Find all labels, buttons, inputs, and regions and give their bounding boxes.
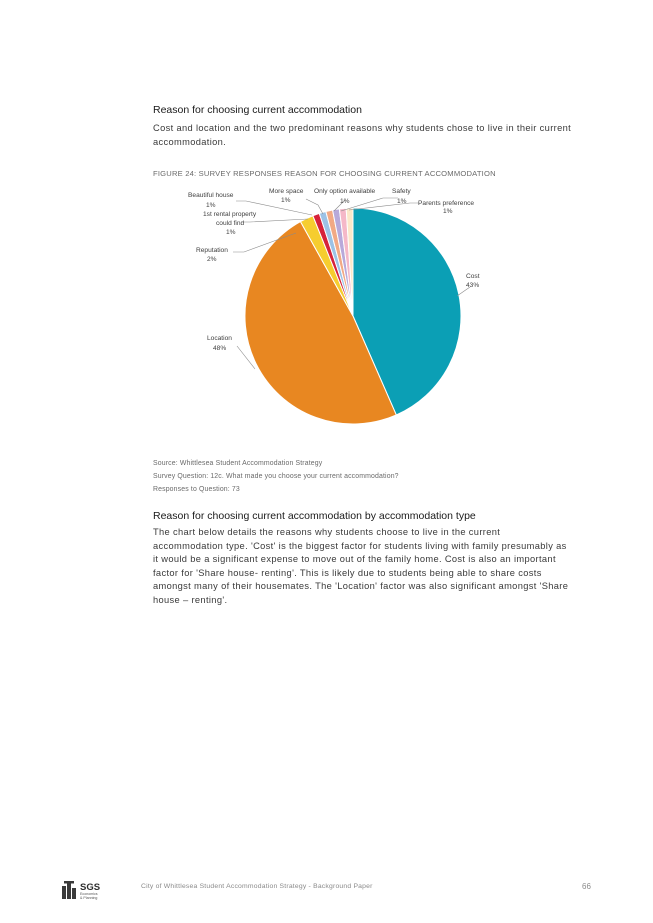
leader-more-space — [306, 199, 323, 214]
sgs-logo — [62, 879, 122, 901]
figure-responses: Responses to Question: 73 — [153, 486, 240, 493]
page-number: 66 — [582, 882, 591, 891]
label-cost: Cost — [466, 273, 480, 280]
footer-doc-title: City of Whittlesea Student Accommodation Strategy - Background Paper — [141, 883, 373, 890]
label-safety: Safety — [392, 188, 411, 195]
logo-text: SGS — [80, 882, 101, 893]
logo-sub2: & Planning — [80, 896, 98, 900]
label-only-option-pct: 1% — [340, 198, 350, 205]
label-only-option: Only option available — [314, 188, 376, 195]
label-cost-pct: 43% — [466, 282, 480, 289]
paragraph-line: house – renting'. — [153, 594, 228, 605]
label-reputation: Reputation — [196, 247, 228, 254]
label-first-rental-1: 1st rental property — [203, 211, 257, 218]
figure-question: Survey Question: 12c. What made you choose your current accommodation? — [153, 473, 399, 480]
paragraph-line: amongst many of their housemates. The 'Location' factor was also significant amongst 'Share — [153, 581, 569, 591]
figure-title: FIGURE 24: SURVEY RESPONSES REASON FOR CHOOSING CURRENT ACCOMMODATION — [153, 169, 496, 178]
section-heading-by-type: Reason for choosing current accommodation by accommodation type — [153, 510, 476, 522]
label-first-rental-2: could find — [216, 220, 245, 227]
leader-first-rental — [241, 219, 308, 222]
label-first-rental-pct: 1% — [226, 229, 236, 236]
paragraph-line: it would be a significant expense to move out of the family home. Cost is also an important — [153, 554, 556, 564]
logo-sub1: Economics — [80, 892, 98, 896]
paragraph-line: The chart below details the reasons why students choose to live in the current — [153, 527, 501, 537]
label-more-space: More space — [269, 188, 304, 195]
figure-source: Source: Whittlesea Student Accommodation Strategy — [153, 460, 323, 467]
label-safety-pct: 1% — [397, 198, 407, 205]
section-paragraph-reason: Cost and location and the two predominant reasons why students chose to live in their current accommodation. — [153, 123, 572, 147]
paragraph-line: accommodation type. 'Cost' is the biggest factor for students living with family presumably as — [153, 540, 567, 551]
pie-slices — [245, 208, 461, 424]
paragraph-line: factor for 'Share house- renting'. This is likely due to students being able to share costs — [153, 567, 542, 578]
leader-parents — [349, 203, 419, 210]
logo-mark-icon — [62, 881, 76, 899]
label-parents: Parents preference — [418, 200, 475, 207]
label-beautiful-pct: 1% — [206, 202, 216, 209]
label-beautiful: Beautiful house — [188, 192, 234, 199]
label-reputation-pct: 2% — [207, 256, 217, 263]
label-location-pct: 48% — [213, 345, 227, 352]
section-heading-reason: Reason for choosing current accommodation — [153, 104, 362, 116]
label-location: Location — [207, 335, 232, 342]
section-paragraph-by-type — [153, 526, 593, 607]
label-parents-pct: 1% — [443, 208, 453, 215]
label-more-space-pct: 1% — [281, 197, 291, 204]
